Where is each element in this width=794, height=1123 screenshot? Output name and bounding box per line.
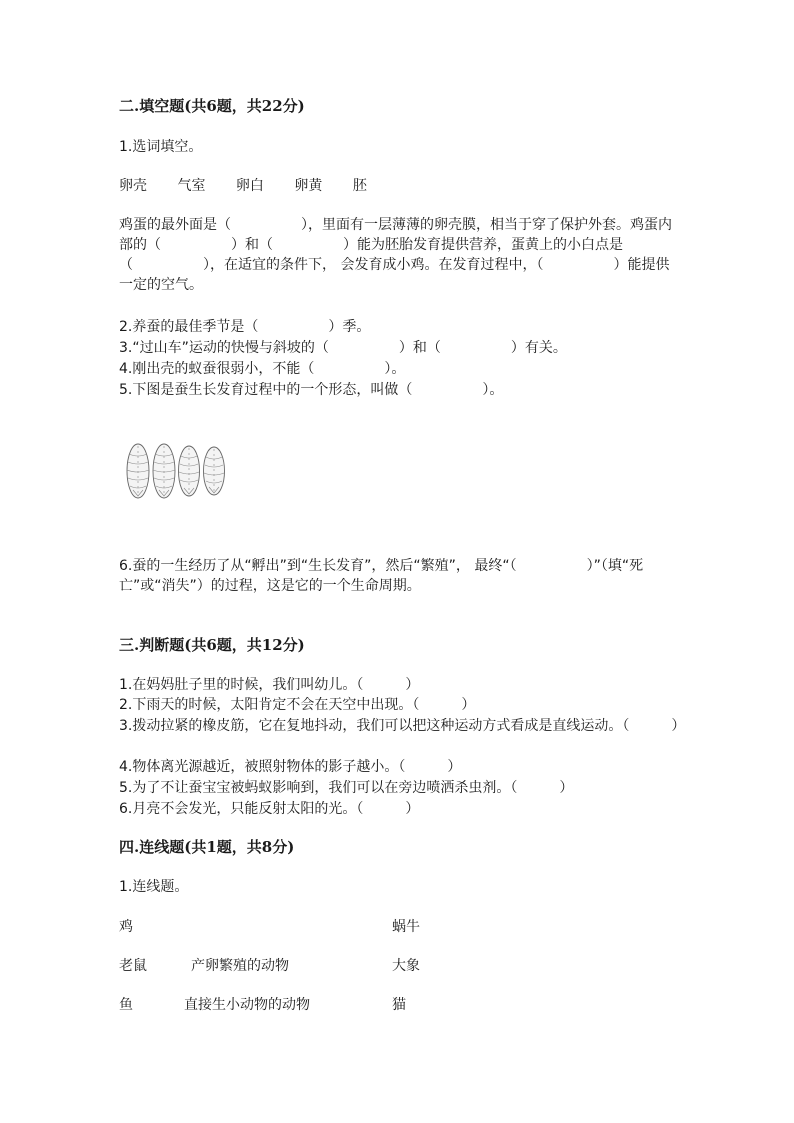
match-right-item: 猫 (392, 997, 406, 1013)
section2-title: 二.填空题(共6题，共22分) (119, 97, 305, 115)
q6-text: 6.蚕的一生经历了从“孵出”到“生长发育”，然后“繁殖”， 最终“（ ）”（填“死亡”或“消失”）的过程，这是它的一个生命周期。 (119, 558, 644, 594)
match-left-item: 鸡 (119, 919, 133, 935)
word-bank-item: 卵黄 (294, 178, 323, 194)
match-left-item: 老鼠 (119, 958, 147, 974)
word-bank-item: 胚 (352, 178, 367, 194)
q3-text: 3.“过山车”运动的快慢与斜坡的（ ）和（ ）有关。 (119, 340, 567, 356)
q2-text: 2.养蚕的最佳季节是（ ）季。 (119, 319, 371, 335)
q1-prompt: 1.选词填空。 (119, 139, 203, 155)
q1-paragraph: 鸡蛋的最外面是（ ），里面有一层薄薄的卵壳膜，相当于穿了保护外套。鸡蛋内部的（ ）和（ ）能为胚胎发育提供营养，蛋黄上的小白点是（ ），在适宜的条件下， 会发育成小鸡。在发育过程中，（ ）能提供一定的空气。 (119, 217, 672, 293)
section4-title: 四.连线题(共1题，共8分) (119, 838, 295, 856)
section3-title: 三.判断题(共6题，共12分) (119, 636, 305, 654)
word-bank (119, 176, 393, 196)
match-right-item: 蜗牛 (392, 919, 420, 935)
judge-item: 4.物体离光源越近，被照射物体的影子越小。（ ） (119, 759, 462, 775)
q-matching-prompt: 1.连线题。 (119, 879, 189, 895)
silkworm-cocoon-illustration (124, 440, 230, 502)
word-bank-item: 卵壳 (119, 178, 147, 194)
q5-text: 5.下图是蚕生长发育过程中的一个形态，叫做（ ）。 (119, 382, 504, 398)
q4-text: 4.刚出壳的蚁蚕很弱小，不能（ ）。 (119, 361, 406, 377)
judge-item: 3.拨动拉紧的橡皮筋，它在复地抖动，我们可以把这种运动方式看成是直线运动。（ ） (119, 718, 686, 734)
match-right-item: 大象 (392, 958, 420, 974)
judge-item: 1.在妈妈肚子里的时候，我们叫幼儿。（ ） (119, 677, 420, 693)
judge-item: 5.为了不让蚕宝宝被蚂蚁影响到，我们可以在旁边喷洒杀虫剂。（ ） (119, 780, 574, 796)
word-bank-item: 气室 (177, 178, 206, 194)
match-middle-item: 直接生小动物的动物 (184, 997, 310, 1013)
match-left-item: 鱼 (119, 997, 133, 1013)
match-middle-item: 产卵繁殖的动物 (191, 958, 289, 974)
word-bank-item: 卵白 (235, 178, 264, 194)
judge-item: 2.下雨天的时候，太阳肯定不会在天空中出现。（ ） (119, 697, 476, 713)
judge-item: 6.月亮不会发光，只能反射太阳的光。（ ） (119, 801, 420, 817)
